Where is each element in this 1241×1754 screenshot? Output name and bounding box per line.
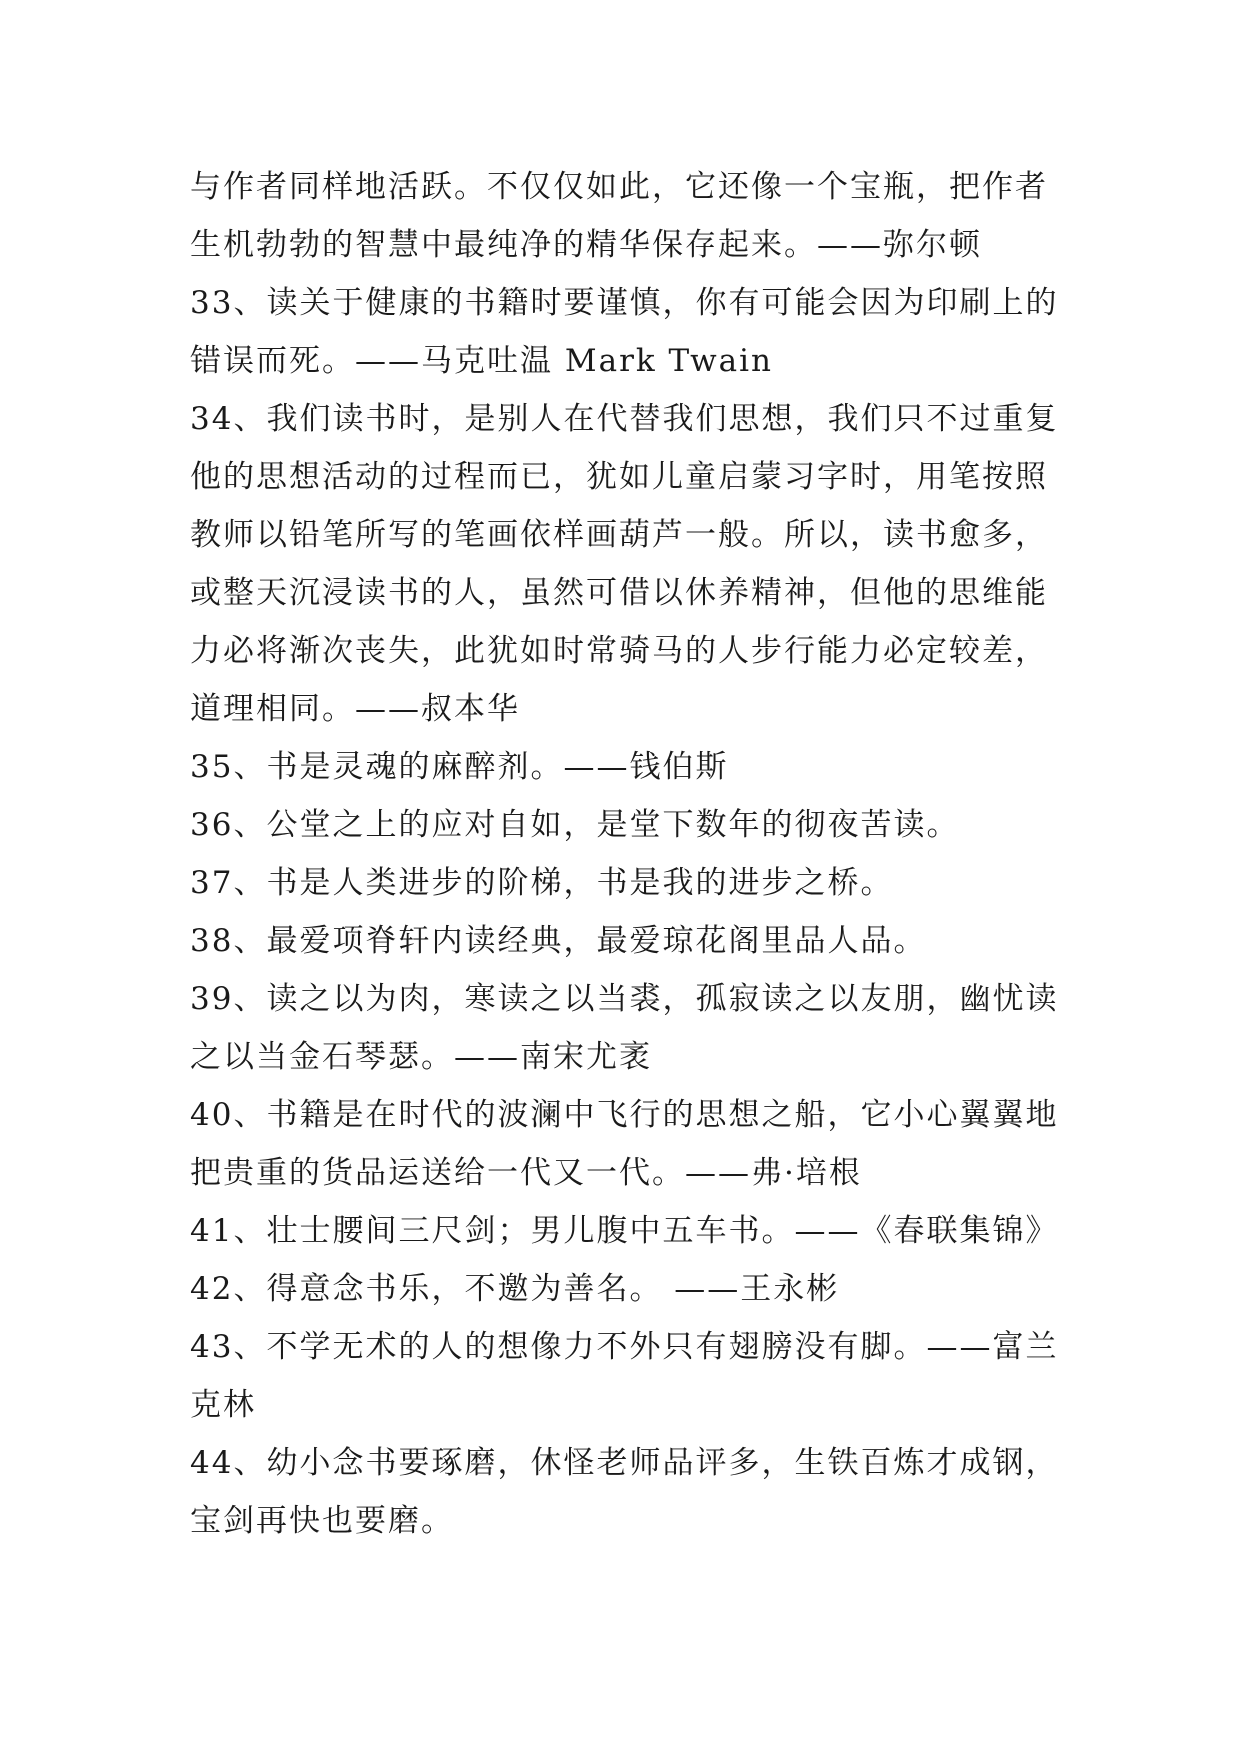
text-line: 39、读之以为肉，寒读之以当裘，孤寂读之以友朋，幽忧读: [190, 981, 1059, 1017]
text-line: 道理相同。——叔本华: [190, 691, 520, 727]
text-line: 生机勃勃的智慧中最纯净的精华保存起来。——弥尔顿: [190, 227, 982, 263]
text-line: 40、书籍是在时代的波澜中飞行的思想之船，它小心翼翼地: [190, 1097, 1059, 1133]
text-line: 44、幼小念书要琢磨，休怪老师品评多，生铁百炼才成钢，: [190, 1445, 1059, 1481]
body-text: [190, 158, 1070, 1550]
text-line: 38、最爱项脊轩内读经典，最爱琼花阁里品人品。: [190, 923, 927, 959]
text-line: 宝剑再快也要磨。: [190, 1503, 454, 1539]
text-line: 教师以铅笔所写的笔画依样画葫芦一般。所以，读书愈多，: [190, 517, 1048, 553]
text-line: 克林: [190, 1387, 256, 1423]
text-line: 与作者同样地活跃。不仅仅如此，它还像一个宝瓶，把作者: [190, 169, 1048, 205]
text-line: 33、读关于健康的书籍时要谨慎，你有可能会因为印刷上的: [190, 285, 1059, 321]
text-line: 或整天沉浸读书的人，虽然可借以休养精神，但他的思维能: [190, 575, 1048, 611]
text-line: 35、书是灵魂的麻醉剂。——钱伯斯: [190, 749, 729, 785]
text-line: 把贵重的货品运送给一代又一代。——弗·培根: [190, 1155, 862, 1191]
text-line: 36、公堂之上的应对自如，是堂下数年的彻夜苦读。: [190, 807, 960, 843]
text-line: 之以当金石琴瑟。——南宋尤袤: [190, 1039, 652, 1075]
text-line: 43、不学无术的人的想像力不外只有翅膀没有脚。——富兰: [190, 1329, 1059, 1365]
text-line: 34、我们读书时，是别人在代替我们思想，我们只不过重复: [190, 401, 1059, 437]
text-line: 他的思想活动的过程而已，犹如儿童启蒙习字时，用笔按照: [190, 459, 1048, 495]
text-line: 37、书是人类进步的阶梯，书是我的进步之桥。: [190, 865, 894, 901]
text-line: 42、得意念书乐，不邀为善名。 ——王永彬: [190, 1271, 840, 1307]
text-line: 力必将渐次丧失，此犹如时常骑马的人步行能力必定较差，: [190, 633, 1048, 669]
text-line: 41、壮士腰间三尺剑；男儿腹中五车书。——《春联集锦》: [190, 1213, 1059, 1249]
text-line: 错误而死。——马克吐温 Mark Twain: [190, 343, 774, 379]
